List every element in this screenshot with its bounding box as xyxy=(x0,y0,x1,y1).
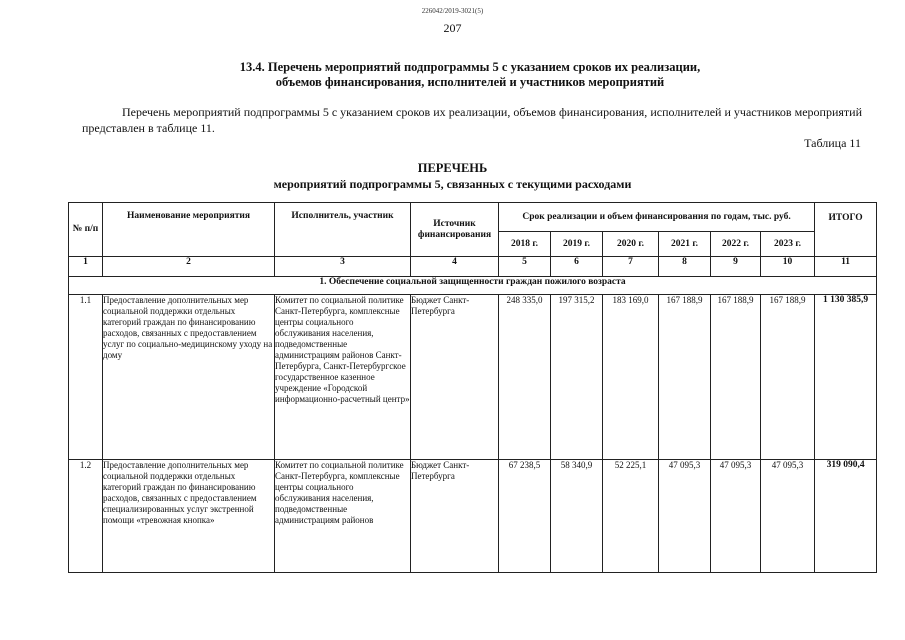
year-value: 183 169,0 xyxy=(603,295,659,460)
header-year: 2019 г. xyxy=(551,232,603,257)
year-value: 197 315,2 xyxy=(551,295,603,460)
column-number-row xyxy=(69,257,877,277)
page-number: 207 xyxy=(443,21,462,35)
column-number: 2 xyxy=(103,257,275,277)
year-value: 67 238,5 xyxy=(499,460,551,573)
column-number: 10 xyxy=(761,257,815,277)
header-name: Наименование мероприятия xyxy=(103,203,275,257)
header-year: 2023 г. xyxy=(761,232,815,257)
column-number: 1 xyxy=(69,257,103,277)
column-number: 5 xyxy=(499,257,551,277)
row-number: 1.2 xyxy=(69,460,103,573)
activities-table xyxy=(68,202,877,573)
header-row xyxy=(69,203,877,232)
document-id: 226042/2019-3021(5) xyxy=(421,7,484,15)
header-year: 2021 г. xyxy=(659,232,711,257)
year-value: 47 095,3 xyxy=(711,460,761,573)
header-year: 2020 г. xyxy=(603,232,659,257)
activity-name: Предоставление дополнительных мер социальной поддержки отдельных категорий граждан по финансированию расходов, связанных с предоставлением специализированных услуг экстренной помощи «тревожная кнопка» xyxy=(103,460,275,573)
column-number: 11 xyxy=(815,257,877,277)
section-title-line2: объемов финансирования, исполнителей и участников мероприятий xyxy=(275,75,665,89)
funding-source: Бюджет Санкт-Петербурга xyxy=(411,295,499,460)
section-title-line1: 13.4. Перечень мероприятий подпрограммы 5 с указанием сроков их реализации, xyxy=(239,60,701,74)
table-row xyxy=(69,295,877,460)
year-value: 167 188,9 xyxy=(761,295,815,460)
header-source: Источник финансирования xyxy=(411,203,499,257)
section-title xyxy=(120,60,820,90)
funding-source: Бюджет Санкт-Петербурга xyxy=(411,460,499,573)
column-number: 8 xyxy=(659,257,711,277)
year-value: 47 095,3 xyxy=(761,460,815,573)
row-number: 1.1 xyxy=(69,295,103,460)
list-subtitle: мероприятий подпрограммы 5, связанных с текущими расходами xyxy=(273,177,632,191)
row-total: 319 090,4 xyxy=(815,460,877,573)
intro-paragraph: Перечень мероприятий подпрограммы 5 с указанием сроков их реализации, объемов финансирования, исполнителей и участников мероприятий представлен в таблице 11. xyxy=(82,105,862,135)
executor: Комитет по социальной политике Санкт-Петербурга, комплексные центры социального обслуживания населения, подведомственные администрациям районов Санкт-Петербурга, Санкт-Петербургское государственное казенное учреждение «Городской информационно-расчетный центр» xyxy=(275,295,411,460)
header-period: Срок реализации и объем финансирования по годам, тыс. руб. xyxy=(499,203,815,232)
list-title: ПЕРЕЧЕНЬ xyxy=(417,161,488,175)
column-number: 3 xyxy=(275,257,411,277)
table-row xyxy=(69,460,877,573)
row-total: 1 130 385,9 xyxy=(815,295,877,460)
section-heading: 1. Обеспечение социальной защищенности граждан пожилого возраста xyxy=(69,277,877,295)
year-value: 52 225,1 xyxy=(603,460,659,573)
header-executor: Исполнитель, участник xyxy=(275,203,411,257)
column-number: 7 xyxy=(603,257,659,277)
year-value: 248 335,0 xyxy=(499,295,551,460)
column-number: 9 xyxy=(711,257,761,277)
header-year: 2022 г. xyxy=(711,232,761,257)
activity-name: Предоставление дополнительных мер социальной поддержки отдельных категорий граждан по финансированию расходов, связанных с предоставлением услуг по социально-медицинскому уходу на дому xyxy=(103,295,275,460)
section-heading-row xyxy=(69,277,877,295)
column-number: 6 xyxy=(551,257,603,277)
executor: Комитет по социальной политике Санкт-Петербурга, комплексные центры социального обслуживания населения, подведомственные администрациям районов xyxy=(275,460,411,573)
header-total: ИТОГО xyxy=(815,203,877,257)
table-label: Таблица 11 xyxy=(804,136,861,150)
header-year: 2018 г. xyxy=(499,232,551,257)
year-value: 167 188,9 xyxy=(659,295,711,460)
year-value: 167 188,9 xyxy=(711,295,761,460)
year-value: 47 095,3 xyxy=(659,460,711,573)
header-num: № п/п xyxy=(69,203,103,257)
year-value: 58 340,9 xyxy=(551,460,603,573)
column-number: 4 xyxy=(411,257,499,277)
